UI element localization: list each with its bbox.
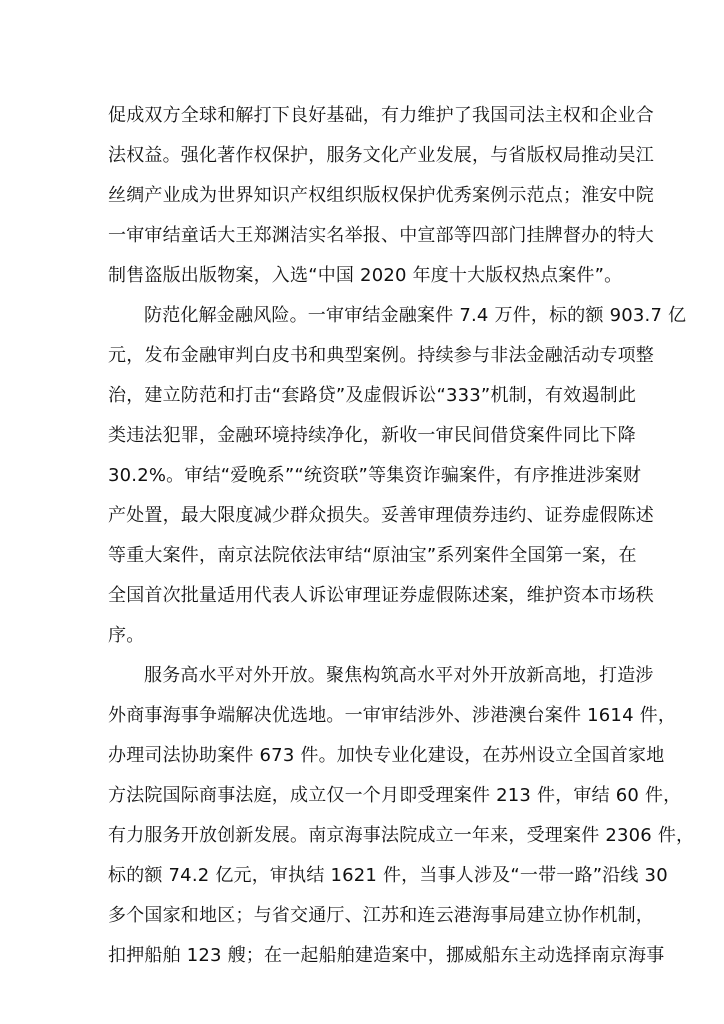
text-line: 制售盗版出版物案，入选“中国 2020 年度十大版权热点案件”。 <box>108 265 623 286</box>
text-line: 丝绸产业成为世界知识产权组织版权保护优秀案例示范点；淮安中院 <box>108 185 654 206</box>
text-line: 等重大案件，南京法院依法审结“原油宝”系列案件全国第一案，在 <box>108 545 637 566</box>
text-line: 外商事海事争端解决优选地。一审审结涉外、涉港澳台案件 1614 件， <box>108 705 677 726</box>
text-line: 类违法犯罪，金融环境持续净化，新收一审民间借贷案件同比下降 <box>108 425 636 446</box>
text-line: 防范化解金融风险。一审审结金融案件 7.4 万件，标的额 903.7 亿 <box>144 305 687 326</box>
text-line: 治，建立防范和打击“套路贷”及虚假诉讼“333”机制，有效遏制此 <box>108 385 637 406</box>
text-line: 一审审结童话大王郑渊洁实名举报、中宣部等四部门挂牌督办的特大 <box>108 225 654 246</box>
text-line: 促成双方全球和解打下良好基础，有力维护了我国司法主权和企业合 <box>108 105 654 126</box>
text-line: 方法院国际商事法庭，成立仅一个月即受理案件 213 件，审结 60 件， <box>108 785 682 806</box>
text-line: 标的额 74.2 亿元，审执结 1621 件，当事人涉及“一带一路”沿线 30 <box>108 865 668 886</box>
text-line: 全国首次批量适用代表人诉讼审理证券虚假陈述案，维护资本市场秩 <box>108 585 654 606</box>
text-line: 法权益。强化著作权保护，服务文化产业发展，与省版权局推动吴江 <box>108 145 654 166</box>
text-line: 30.2%。审结“爱晚系”“统资联”等集资诈骗案件，有序推进涉案财 <box>108 465 642 486</box>
text-line: 办理司法协助案件 673 件。加快专业化建设，在苏州设立全国首家地 <box>108 745 665 766</box>
text-line: 产处置，最大限度减少群众损失。妥善审理债券违约、证券虚假陈述 <box>108 505 654 526</box>
text-line: 扣押船舶 123 艘；在一起船舶建造案中，挪威船东主动选择南京海事 <box>108 945 665 966</box>
text-line: 多个国家和地区；与省交通厅、江苏和连云港海事局建立协作机制， <box>108 905 654 926</box>
text-line: 序。 <box>108 625 145 646</box>
text-line: 元，发布金融审判白皮书和典型案例。持续参与非法金融活动专项整 <box>108 345 654 366</box>
text-line: 有力服务开放创新发展。南京海事法院成立一年来，受理案件 2306 件， <box>108 825 695 846</box>
text-line: 服务高水平对外开放。聚焦构筑高水平对外开放新高地，打造涉 <box>144 665 654 686</box>
